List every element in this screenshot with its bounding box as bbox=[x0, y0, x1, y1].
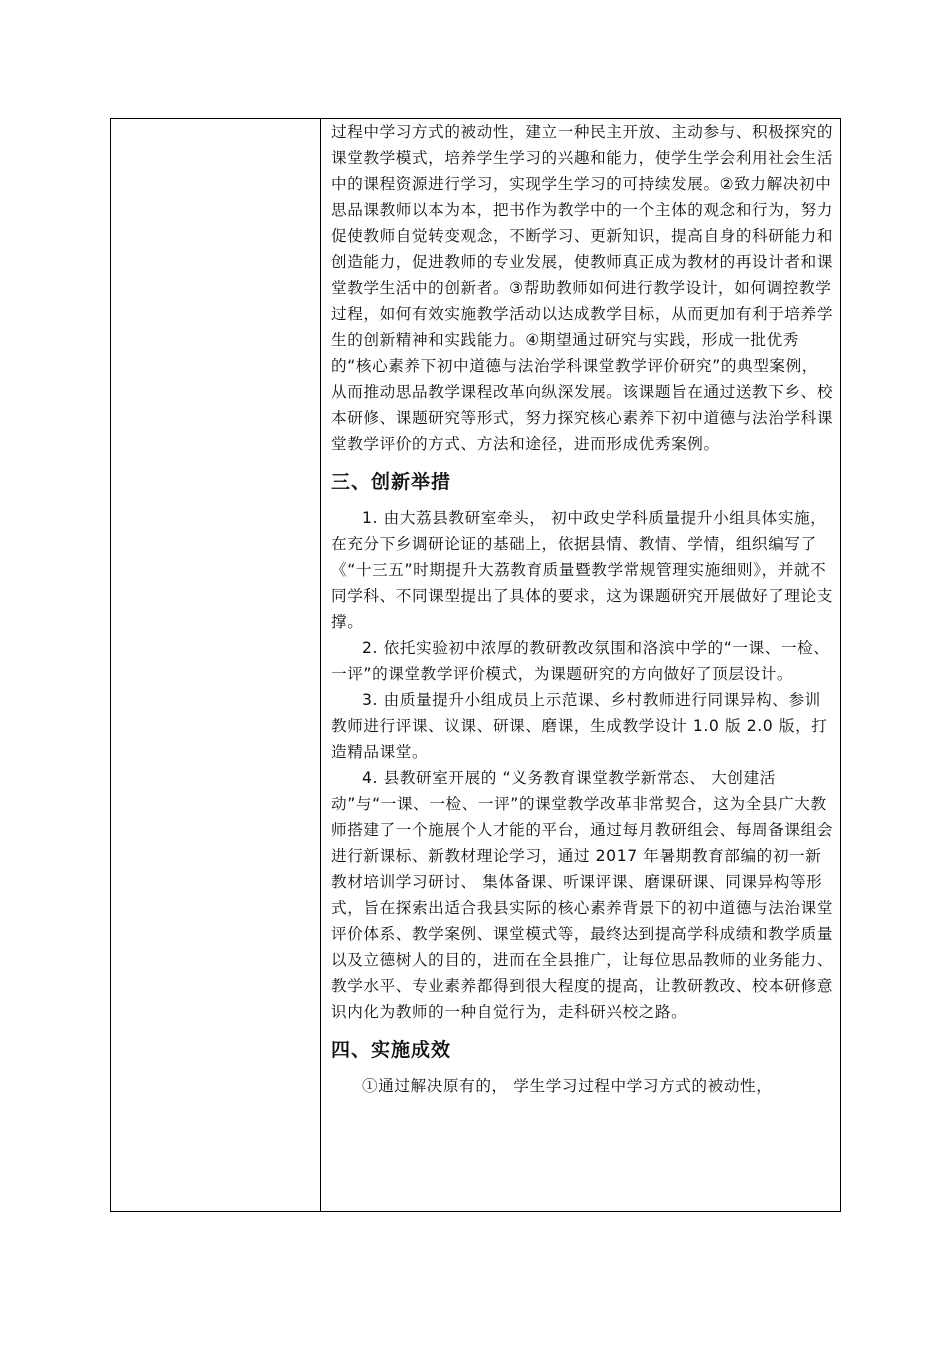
section-3-heading: 三、创新举措 bbox=[331, 471, 452, 493]
content-table bbox=[110, 118, 841, 1212]
section-3-item-3: 3. 由质量提升小组成员上示范课、乡村教师进行同课异构、参训教师进行评课、议课、研课、磨课，生成教学设计 1.0 版 2.0 版，打造精品课堂。 bbox=[331, 691, 828, 761]
section-4-heading: 四、实施成效 bbox=[331, 1039, 452, 1061]
section-3-item-2: 2. 依托实验初中浓厚的教研教改氛围和洛滨中学的“一课、一检、一评”的课堂教学评价模式，为课题研究的方向做好了顶层设计。 bbox=[331, 639, 830, 683]
section-3-item-4: 4. 县教研室开展的 “义务教育课堂教学新常态、 大创建活动”与“一课、一检、一评”的课堂教学改革非常契合，这为全县广大教师搭建了一个施展个人才能的平台，通过每月教研组会、每周备课组会进行新课标、新教材理论学习，通过 2017 年暑期教育部编的初一新教材培训学习研讨、 集体备课、听课评课、磨课研课、同课异构等形式，旨在探索出适合我县实际的核心素养背景下的初中道德与法治课堂评价体系、教学案例、课堂模式等，最终达到提高学科成绩和教学质量以及立德树人的目的，进而在全县推广，让每位思品教师的业务能力、教学水平、专业素养都得到很大程度的提高，让教研教改、校本研修意识内化为教师的一种自觉行为，走科研兴校之路。 bbox=[331, 769, 834, 1021]
left-column-empty-cell bbox=[111, 119, 321, 1211]
section-3-item-1: 1. 由大荔县教研室牵头， 初中政史学科质量提升小组具体实施，在充分下乡调研论证的基础上，依据县情、教情、学情，组织编写了《“十三五”时期提升大荔教育质量暨教学常规管理实施细则》，并就不同学科、不同课型提出了具体的要求，这为课题研究开展做好了理论支撑。 bbox=[331, 509, 834, 631]
section-continued-paragraph: 过程中学习方式的被动性，建立一种民主开放、主动参与、积极探究的课堂教学模式，培养学生学习的兴趣和能力，使学生学会利用社会生活中的课程资源进行学习，实现学生学习的可持续发展。②致力解决初中思品课教师以本为本，把书作为教学中的一个主体的观念和行为，努力促使教师自觉转变观念，不断学习、更新知识，提高自身的科研能力和创造能力，促进教师的专业发展，使教师真正成为教材的再设计者和课堂教学生活中的创新者。③帮助教师如何进行教学设计，如何调控教学过程，如何有效实施教学活动以达成教学目标，从而更加有利于培养学生的创新精神和实践能力。④期望通过研究与实践，形成一批优秀的“核心素养下初中道德与法治学科课堂教学评价研究”的典型案例，从而推动思品教学课程改革向纵深发展。该课题旨在通过送教下乡、校本研修、课题研究等形式，努力探究核心素养下初中道德与法治学科课堂教学评价的方式、方法和途径，进而形成优秀案例。 bbox=[331, 123, 834, 453]
section-4-first-line: ①通过解决原有的， 学生学习过程中学习方式的被动性， bbox=[362, 1077, 773, 1095]
right-column-cell bbox=[321, 119, 840, 1211]
